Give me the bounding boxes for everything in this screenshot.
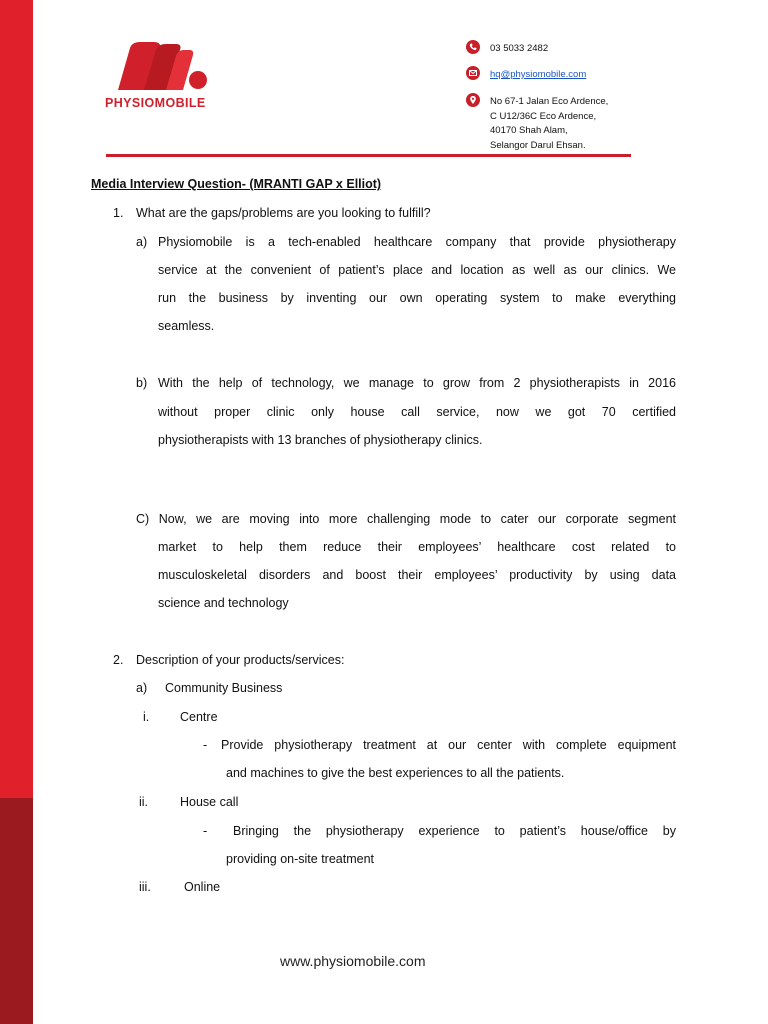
- q1a-line: run the business by inventing our own operating system to make everything: [158, 291, 676, 305]
- q1c-line: market to help them reduce their employees’ healthcare cost related to: [158, 540, 676, 554]
- item-ii-dash: -: [203, 824, 208, 838]
- header-divider: [106, 154, 631, 157]
- q1a-label: a): [136, 235, 148, 249]
- q2a-label: a): [136, 681, 148, 695]
- address-block: [490, 95, 608, 153]
- item-ii-name: House call: [180, 795, 239, 809]
- q2-number: 2.: [113, 653, 124, 667]
- item-i-line: Provide physiotherapy treatment at our center with complete equipment: [221, 738, 676, 752]
- address-line: No 67-1 Jalan Eco Ardence,: [490, 96, 609, 107]
- document-title: Media Interview Question- (MRANTI GAP x Elliot): [91, 177, 382, 191]
- q2a-text: Community Business: [165, 681, 283, 695]
- item-iii-name: Online: [184, 880, 221, 894]
- logo-mark: [110, 38, 210, 96]
- item-i-dash: -: [203, 738, 208, 752]
- q1a-line: service at the convenient of patient’s place and location as well as our clinics. We: [158, 263, 676, 277]
- address-line: C U12/36C Eco Ardence,: [490, 110, 597, 122]
- footer-website[interactable]: www.physiomobile.com: [280, 953, 426, 969]
- left-accent-bar-dark: [0, 798, 33, 1024]
- q1b-line: physiotherapists with 13 branches of physiotherapy clinics.: [158, 433, 483, 447]
- item-iii-label: iii.: [139, 880, 151, 894]
- address-line: Selangor Darul Ehsan.: [490, 139, 586, 151]
- q1-number: 1.: [113, 206, 124, 220]
- location-pin-icon: [466, 93, 480, 107]
- q1a-line: Physiomobile is a tech-enabled healthcare company that provide physiotherapy: [158, 235, 676, 249]
- brand-name: PHYSIOMOBILE: [105, 96, 206, 110]
- q1c-line: science and technology: [158, 596, 289, 610]
- item-i-name: Centre: [180, 710, 218, 724]
- item-ii-label: ii.: [139, 795, 149, 809]
- q1b-line: With the help of technology, we manage to grow from 2 physiotherapists in 2016: [158, 376, 676, 390]
- item-ii-line: providing on-site treatment: [226, 852, 374, 866]
- phone-number: 03 5033 2482: [490, 43, 549, 54]
- q1c-line: musculoskeletal disorders and boost their employees’ productivity by using data: [158, 568, 676, 582]
- email-link[interactable]: hq@physiomobile.com: [490, 69, 587, 80]
- q1b-label: b): [136, 376, 148, 390]
- item-i-line: and machines to give the best experiences to all the patients.: [226, 766, 565, 780]
- q1b-line: without proper clinic only house call service, now we got 70 certified: [158, 405, 676, 419]
- q1c-line: C) Now, we are moving into more challenging mode to cater our corporate segment: [136, 512, 676, 526]
- item-i-label: i.: [143, 710, 150, 724]
- q1a-line: seamless.: [158, 319, 215, 333]
- phone-icon: [466, 40, 480, 54]
- address-line: 40170 Shah Alam,: [490, 125, 568, 136]
- item-ii-line: Bringing the physiotherapy experience to patient’s house/office by: [233, 824, 676, 838]
- q2-question: Description of your products/services:: [136, 653, 345, 667]
- q1-question: What are the gaps/problems are you looking to fulfill?: [136, 206, 431, 220]
- mail-icon: [466, 66, 480, 80]
